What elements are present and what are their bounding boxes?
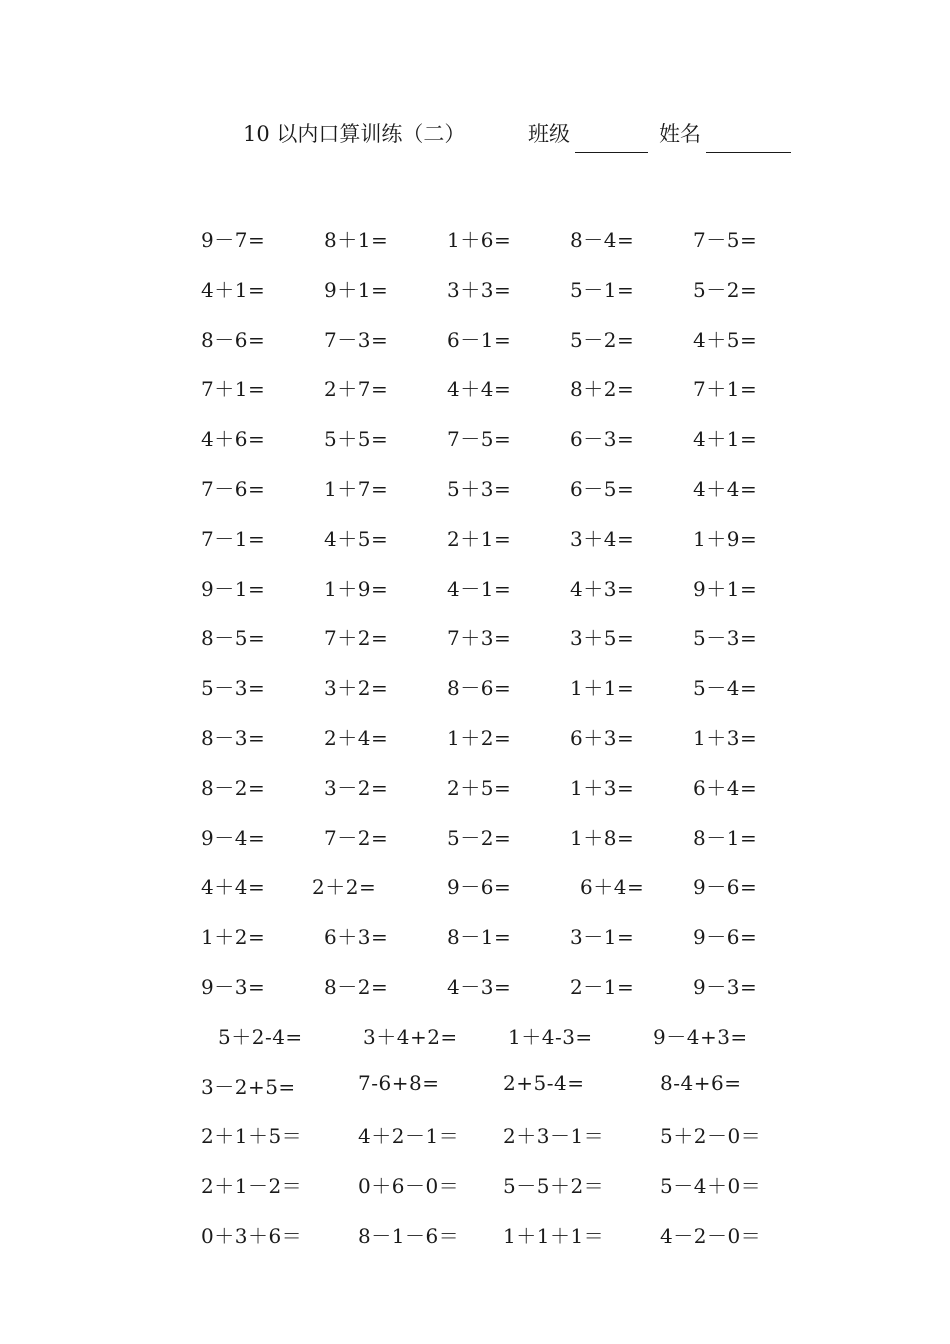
arithmetic-problem: 7－2= <box>324 825 389 850</box>
arithmetic-problem: 4－1= <box>447 576 512 601</box>
arithmetic-problem: 2＋4= <box>324 726 389 750</box>
problem-row <box>0 423 950 453</box>
mixed-arithmetic-problem: 7-6+8= <box>358 1070 440 1095</box>
arithmetic-problem: 8＋1= <box>324 228 389 252</box>
mixed-arithmetic-problem: 4－2－0＝ <box>660 1224 762 1248</box>
arithmetic-problem: 2＋7= <box>324 377 389 402</box>
arithmetic-problem: 6＋4= <box>693 775 758 800</box>
mixed-arithmetic-problem: 0＋6－0＝ <box>358 1174 460 1199</box>
arithmetic-problem: 4＋4= <box>201 875 266 900</box>
mixed-problem-row <box>0 1120 950 1150</box>
arithmetic-problem: 8－2= <box>324 975 389 999</box>
arithmetic-problem: 6＋3= <box>324 925 389 950</box>
arithmetic-problem: 3－2= <box>324 775 389 800</box>
problem-row <box>0 921 950 951</box>
mixed-arithmetic-problem: 5－4＋0＝ <box>660 1174 762 1199</box>
mixed-arithmetic-problem: 2＋1＋5＝ <box>201 1124 303 1149</box>
arithmetic-problem: 9＋1= <box>324 277 389 302</box>
arithmetic-problem: 1＋2= <box>447 726 512 750</box>
arithmetic-problem: 6＋4= <box>580 875 645 900</box>
arithmetic-problem: 1＋3= <box>693 726 758 750</box>
arithmetic-problem: 5－2= <box>570 327 635 352</box>
arithmetic-problem: 6－5= <box>570 477 635 501</box>
arithmetic-problem: 8－4= <box>570 228 635 252</box>
problem-row <box>0 622 950 652</box>
mixed-problem-row <box>0 1170 950 1200</box>
arithmetic-problem: 9－6= <box>693 875 758 900</box>
arithmetic-problem: 8－3= <box>201 726 266 750</box>
problem-row <box>0 822 950 852</box>
mixed-arithmetic-problem: 8－1－6＝ <box>358 1224 460 1248</box>
arithmetic-problem: 5－2= <box>447 825 512 850</box>
arithmetic-problem: 1＋3= <box>570 775 635 800</box>
arithmetic-problem: 6－3= <box>570 427 635 452</box>
arithmetic-problem: 4＋5= <box>324 526 389 551</box>
problem-row <box>0 523 950 553</box>
arithmetic-problem: 9－7= <box>201 228 266 252</box>
arithmetic-problem: 7＋2= <box>324 626 389 651</box>
mixed-arithmetic-problem: 0＋3＋6＝ <box>201 1224 303 1248</box>
arithmetic-problem: 3＋5= <box>570 626 635 651</box>
arithmetic-problem: 1＋8= <box>570 825 635 850</box>
arithmetic-problem: 2＋1= <box>447 526 512 551</box>
class-blank-line <box>575 152 648 153</box>
mixed-arithmetic-problem: 3－2+5= <box>201 1074 296 1099</box>
problem-row <box>0 373 950 403</box>
problem-row <box>0 224 950 254</box>
arithmetic-problem: 8－1= <box>693 825 758 850</box>
mixed-arithmetic-problem: 5－5＋2＝ <box>503 1174 605 1199</box>
arithmetic-problem: 5－3= <box>693 626 758 651</box>
arithmetic-problem: 4＋5= <box>693 327 758 352</box>
mixed-arithmetic-problem: 5＋2-4= <box>218 1024 303 1049</box>
arithmetic-problem: 7＋1= <box>693 377 758 402</box>
problem-row <box>0 871 950 901</box>
problem-row <box>0 473 950 503</box>
arithmetic-problem: 8－5= <box>201 626 266 651</box>
arithmetic-problem: 1＋7= <box>324 477 389 501</box>
arithmetic-problem: 9－4= <box>201 825 266 850</box>
mixed-arithmetic-problem: 2＋3－1＝ <box>503 1124 605 1149</box>
arithmetic-problem: 7－6= <box>201 477 266 501</box>
mixed-arithmetic-problem: 2+5-4= <box>503 1070 585 1095</box>
arithmetic-problem: 8－2= <box>201 775 266 800</box>
arithmetic-problem: 9－6= <box>693 925 758 950</box>
mixed-arithmetic-problem: 3＋4+2= <box>363 1024 458 1049</box>
arithmetic-problem: 5－1= <box>570 277 635 302</box>
arithmetic-problem: 5＋5= <box>324 427 389 452</box>
mixed-arithmetic-problem: 8-4+6= <box>660 1070 742 1095</box>
mixed-arithmetic-problem: 4＋2－1＝ <box>358 1124 460 1149</box>
arithmetic-problem: 3＋2= <box>324 676 389 701</box>
mixed-problem-row <box>0 1220 950 1250</box>
arithmetic-problem: 1＋2= <box>201 925 266 950</box>
name-label: 姓名 <box>659 122 701 146</box>
mixed-problem-row <box>0 1071 950 1101</box>
arithmetic-problem: 4－3= <box>447 975 512 999</box>
arithmetic-problem: 7－1= <box>201 526 266 551</box>
arithmetic-problem: 4＋4= <box>447 377 512 402</box>
class-label: 班级 <box>528 122 570 146</box>
arithmetic-problem: 1＋9= <box>324 576 389 601</box>
mixed-arithmetic-problem: 5＋2－0＝ <box>660 1124 762 1149</box>
problem-row <box>0 772 950 802</box>
arithmetic-problem: 5－2= <box>693 277 758 302</box>
arithmetic-problem: 4＋6= <box>201 427 266 452</box>
arithmetic-problem: 1＋6= <box>447 228 512 252</box>
arithmetic-problem: 9－6= <box>447 875 512 900</box>
arithmetic-problem: 9－3= <box>693 975 758 999</box>
problem-row <box>0 573 950 603</box>
arithmetic-problem: 4＋4= <box>693 477 758 501</box>
mixed-arithmetic-problem: 9－4+3= <box>653 1024 748 1049</box>
arithmetic-problem: 2＋5= <box>447 775 512 800</box>
arithmetic-problem: 9－1= <box>201 576 266 601</box>
name-blank-line <box>706 152 791 153</box>
arithmetic-problem: 7－3= <box>324 327 389 352</box>
arithmetic-problem: 9－3= <box>201 975 266 999</box>
arithmetic-problem: 5－3= <box>201 676 266 701</box>
arithmetic-problem: 1＋9= <box>693 526 758 551</box>
mixed-arithmetic-problem: 1＋4-3= <box>508 1024 593 1049</box>
mixed-problem-row <box>0 1021 950 1051</box>
arithmetic-problem: 2＋2= <box>312 875 377 900</box>
arithmetic-problem: 7－5= <box>447 427 512 452</box>
arithmetic-problem: 9＋1= <box>693 576 758 601</box>
worksheet-title: 10 以内口算训练（二） <box>243 122 466 146</box>
arithmetic-problem: 6－1= <box>447 327 512 352</box>
arithmetic-problem: 4＋1= <box>693 427 758 452</box>
problem-row <box>0 722 950 752</box>
arithmetic-problem: 2－1= <box>570 975 635 999</box>
arithmetic-problem: 3＋4= <box>570 526 635 551</box>
arithmetic-problem: 3＋3= <box>447 277 512 302</box>
problem-row <box>0 274 950 304</box>
mixed-arithmetic-problem: 2＋1－2＝ <box>201 1174 303 1199</box>
problem-row <box>0 324 950 354</box>
arithmetic-problem: 7＋3= <box>447 626 512 651</box>
arithmetic-problem: 4＋3= <box>570 576 635 601</box>
arithmetic-problem: 5－4= <box>693 676 758 701</box>
arithmetic-problem: 5＋3= <box>447 477 512 501</box>
arithmetic-problem: 8＋2= <box>570 377 635 402</box>
mixed-arithmetic-problem: 1＋1＋1＝ <box>503 1224 605 1248</box>
arithmetic-problem: 3－1= <box>570 925 635 950</box>
arithmetic-problem: 4＋1= <box>201 277 266 302</box>
arithmetic-problem: 7－5= <box>693 228 758 252</box>
problem-row <box>0 672 950 702</box>
arithmetic-problem: 7＋1= <box>201 377 266 402</box>
arithmetic-problem: 1＋1= <box>570 676 635 701</box>
arithmetic-problem: 8－1= <box>447 925 512 950</box>
arithmetic-problem: 8－6= <box>447 676 512 701</box>
arithmetic-problem: 8－6= <box>201 327 266 352</box>
arithmetic-problem: 6＋3= <box>570 726 635 750</box>
problem-row <box>0 971 950 1001</box>
